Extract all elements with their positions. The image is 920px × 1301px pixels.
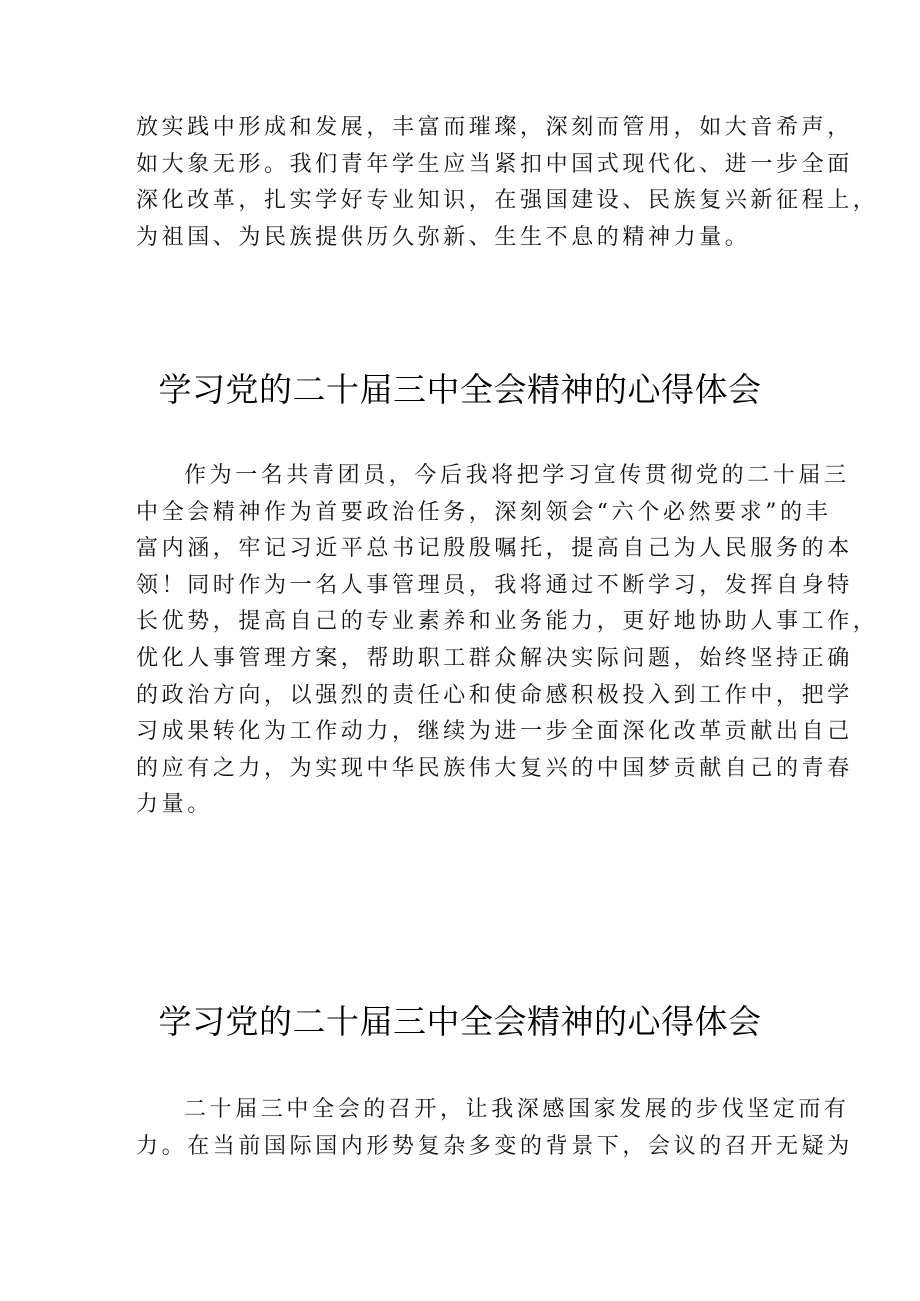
paragraph-line: 为祖国、为民族提供历久弥新、生生不息的精神力量。 bbox=[136, 224, 751, 250]
section-title: 学习党的二十届三中全会精神的心得体会 bbox=[158, 1002, 762, 1041]
section-paragraph bbox=[136, 1092, 853, 1165]
paragraph-line: 中全会精神作为首要政治任务，深刻领会“六个必然要求”的丰 bbox=[136, 499, 832, 525]
paragraph-line: 作为一名共青团员，今后我将把学习宣传贯彻党的二十届三 bbox=[184, 463, 850, 488]
paragraph-line: 力。在当前国际国内形势复杂多变的背景下，会议的召开无疑为 bbox=[136, 1133, 853, 1159]
paragraph-line: 放实践中形成和发展，丰富而璀璨，深刻而管用，如大音希声， bbox=[136, 115, 853, 140]
paragraph-line: 优化人事管理方案，帮助职工群众解决实际问题，始终坚持正确 bbox=[136, 645, 853, 671]
paragraph-line: 二十届三中全会的召开，让我深感国家发展的步伐坚定而有 bbox=[184, 1097, 850, 1122]
paragraph-line: 如大象无形。我们青年学生应当紧扣中国式现代化、进一步全面 bbox=[136, 151, 853, 177]
paragraph-line: 富内涵，牢记习近平总书记殷殷嘱托，提高自己为人民服务的本 bbox=[136, 536, 853, 562]
paragraph-line: 习成果转化为工作动力，继续为进一步全面深化改革贡献出自己 bbox=[136, 719, 853, 745]
paragraph-line: 深化改革，扎实学好专业知识，在强国建设、民族复兴新征程上， bbox=[136, 188, 879, 214]
paragraph-line: 长优势，提高自己的专业素养和业务能力，更好地协助人事工作， bbox=[136, 609, 879, 635]
section-title: 学习党的二十届三中全会精神的心得体会 bbox=[158, 370, 762, 409]
paragraph-line: 领！同时作为一名人事管理员，我将通过不断学习，发挥自身特 bbox=[136, 572, 853, 598]
paragraph-line: 的政治方向，以强烈的责任心和使命感积极投入到工作中，把学 bbox=[136, 682, 853, 708]
paragraph-line: 力量。 bbox=[136, 792, 213, 818]
section-paragraph bbox=[136, 458, 879, 824]
paragraph-line: 的应有之力，为实现中华民族伟大复兴的中国梦贡献自己的青春 bbox=[136, 755, 853, 781]
intro-paragraph bbox=[136, 110, 879, 256]
